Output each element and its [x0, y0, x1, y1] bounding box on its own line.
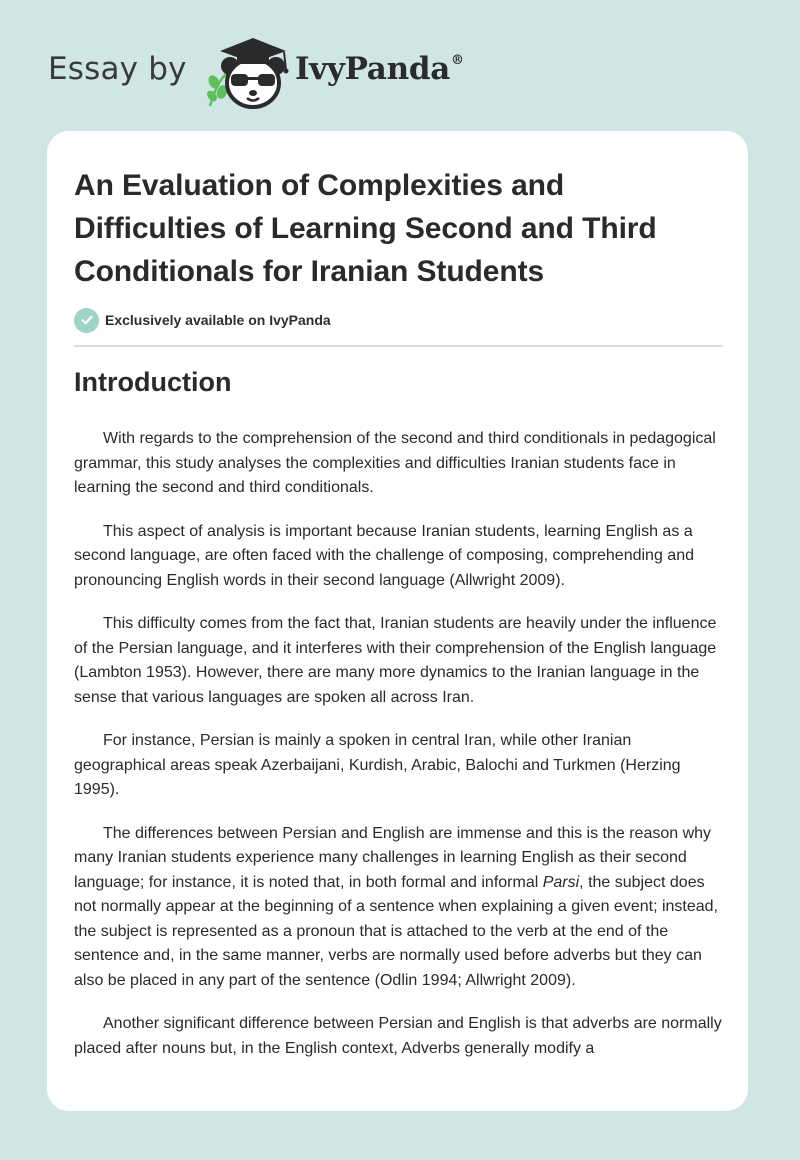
paragraph: For instance, Persian is mainly a spoken in central Iran, while other Iranian geographical areas speak Azerbaijani, Kurdish, Arabic, Balochi and Turkmen (Herzing 1995).	[74, 732, 681, 798]
paragraph: This aspect of analysis is important because Iranian students, learning English as a second language, are often faced with the challenge of composing, comprehending and pronouncing English words in their second language (Allwright 2009).	[74, 522, 694, 589]
paragraph: This difficulty comes from the fact that, Iranian students are heavily under the influence of the Persian language, and it interferes with their comprehension of the English language (Lambton 1953). However, there are many more dynamics to the Iranian language in the sense that various languages are spoken all across Iran.	[74, 615, 717, 706]
brand-name[interactable]	[295, 51, 464, 87]
paragraph: Another significant difference between Persian and English is that adverbs are normally placed after nouns but, in the English context, Adverbs generally modify a	[74, 1015, 722, 1057]
panda-logo-icon[interactable]	[200, 36, 292, 110]
essay-title: An Evaluation of Complexities and Difficulties of Learning Second and Third Conditionals for Iranian Students	[74, 169, 657, 288]
paragraph-text: The differences between Persian and English are immense and this is the reason why many Iranian students experience many challenges in learning English as their second language; for instance, it is noted that, in both formal and informal	[74, 824, 712, 891]
essay-by-label: Essay by	[48, 51, 187, 87]
exclusive-badge	[74, 307, 331, 333]
paragraph: With regards to the comprehension of the second and third conditionals in pedagogical grammar, this study analyses the complexities and difficulties Iranian students face in learning the second and third conditionals.	[74, 430, 716, 496]
emphasis-term: Parsi	[542, 873, 580, 891]
section-heading-introduction: Introduction	[74, 367, 232, 397]
check-icon	[74, 308, 99, 333]
divider	[74, 345, 723, 347]
exclusive-label: Exclusively available on IvyPanda	[105, 312, 331, 328]
registered-mark: ®	[451, 52, 464, 68]
brand-text: IvyPanda	[295, 51, 450, 87]
essay-card	[47, 131, 748, 1111]
paragraph	[74, 822, 726, 994]
site-header	[48, 36, 508, 110]
essay-body	[74, 427, 726, 1080]
paragraph-text: , the subject does not normally appear at the beginning of a sentence when explaining a given event; instead, the subject is represented as a pronoun that is attached to the verb at the end of the sentence and, in the same manner, verbs are normally used before adverbs but they can also be placed in any part of the sentence (Odlin 1994; Allwright 2009).	[74, 873, 718, 989]
